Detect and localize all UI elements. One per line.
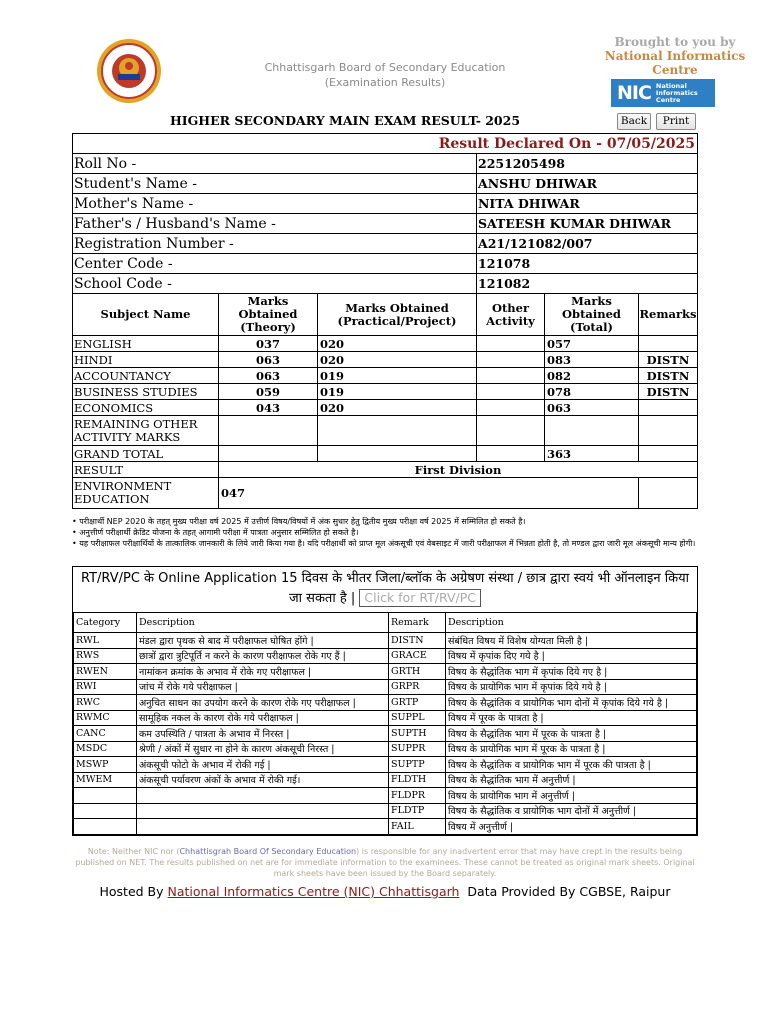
result-table: [72, 133, 698, 509]
remarks: DISTN: [639, 352, 698, 368]
practical-marks: 020: [318, 336, 477, 352]
code-row: [74, 664, 697, 680]
codes-table: [73, 612, 697, 835]
practical-marks: 019: [318, 368, 477, 384]
subject-row: [73, 384, 698, 400]
category-description: [137, 819, 389, 835]
empty-cell: [477, 446, 545, 462]
remark-code: SUPTH: [389, 726, 446, 742]
category-header: Category: [74, 613, 137, 633]
empty-cell: [639, 478, 698, 509]
category-description: [137, 803, 389, 819]
remark-code: FAIL: [389, 819, 446, 835]
student-name-value: ANSHU DHIWAR: [477, 174, 698, 194]
remark-description: विषय के सैद्धांतिक भाग में कृपांक दिये गए है |: [446, 664, 697, 680]
environment-row: [73, 478, 698, 509]
category-description: अनुचित साधन का उपयोग करने के कारण रोके गए परीक्षाफल |: [137, 695, 389, 711]
board-name-line: Chhattisgarh Board of Secondary Education: [264, 61, 506, 74]
subject-name: BUSINESS STUDIES: [73, 384, 219, 400]
marks-header-row: [73, 294, 698, 336]
remark-code: FLDPR: [389, 788, 446, 804]
category-code: [74, 788, 137, 804]
category-description: नामांकन क्रमांक के अभाव में रोके गए परीक्षाफल |: [137, 664, 389, 680]
empty-cell: [639, 416, 698, 446]
remark-description: संबंधित विषय में विशेष योग्यता मिली है |: [446, 633, 697, 649]
subject-row: [73, 352, 698, 368]
code-row: [74, 648, 697, 664]
remark-desc-header: Description: [446, 613, 697, 633]
rt-notice-text: RT/RV/PC के Online Application 15 दिवस के भीतर जिला/ब्लॉक के अग्रेषण संस्था / छात्र द्वारा स्वयं भी ऑनलाइन किया जा सकता है |: [80, 571, 689, 606]
remaining-activity-label: REMAINING OTHER ACTIVITY MARKS: [73, 416, 219, 446]
subject-name: ECONOMICS: [73, 400, 219, 416]
category-code: RWI: [74, 679, 137, 695]
category-description: अंकसूची पर्यावरण अंकों के अभाव में रोकी गई।: [137, 772, 389, 788]
practical-marks: 020: [318, 352, 477, 368]
empty-cell: [639, 446, 698, 462]
remark-code: GRTH: [389, 664, 446, 680]
back-button[interactable]: Back: [617, 113, 651, 130]
cgbse-logo: [96, 38, 162, 104]
board-name: [240, 60, 530, 90]
code-row: [74, 726, 697, 742]
result-label: RESULT: [73, 462, 219, 478]
other-marks: [477, 352, 545, 368]
category-description: अंकसूची फोटो के अभाव में रोकी गई |: [137, 757, 389, 773]
category-description: कम उपस्थिति / पात्रता के अभाव में निरस्त |: [137, 726, 389, 742]
result-notes: [72, 516, 698, 549]
father-name-value: SATEESH KUMAR DHIWAR: [477, 214, 698, 234]
remark-code: FLDTP: [389, 803, 446, 819]
nic-logo-word3: Centre: [655, 95, 681, 104]
category-code: [74, 819, 137, 835]
disclaimer-note: [70, 846, 700, 879]
disclaimer-board: Chhattisgrah Board Of Secondary Education: [179, 847, 357, 856]
category-description: श्रेणी / अंकों में सुधार ना होने के कारण अंकसूची निरस्त |: [137, 741, 389, 757]
remark-code: GRACE: [389, 648, 446, 664]
student-name-label: Student's Name -: [73, 174, 477, 194]
note-item: • अनुत्तीर्ण परीक्षार्थी क्रेडिट योजना के तहत् आगामी परीक्षा में पात्रता अनुसार सम्मिलित हो सकते है।: [72, 528, 359, 537]
remark-code: SUPPL: [389, 710, 446, 726]
other-marks: [477, 384, 545, 400]
remark-description: विषय में कृपांक दिए गये है |: [446, 648, 697, 664]
remarks: [639, 336, 698, 352]
remark-description: विषय के सैद्धांतिक भाग में अनुत्तीर्ण |: [446, 772, 697, 788]
roll-no-label: Roll No -: [73, 154, 477, 174]
remark-code: DISTN: [389, 633, 446, 649]
category-code: RWC: [74, 695, 137, 711]
print-button[interactable]: Print: [656, 113, 696, 130]
empty-cell: [477, 416, 545, 446]
theory-marks: 063: [219, 368, 318, 384]
theory-marks: 059: [219, 384, 318, 400]
nic-name-line2: Centre: [652, 63, 698, 77]
grand-total-label: GRAND TOTAL: [73, 446, 219, 462]
grand-total-row: [73, 446, 698, 462]
category-description: [137, 788, 389, 804]
code-row: [74, 741, 697, 757]
empty-cell: [545, 416, 639, 446]
empty-cell: [318, 446, 477, 462]
category-code: RWMC: [74, 710, 137, 726]
code-row: [74, 757, 697, 773]
mother-name-value: NITA DHIWAR: [477, 194, 698, 214]
nic-logo-mark: NIC: [617, 82, 651, 104]
total-marks: 057: [545, 336, 639, 352]
note-item: • यह परीक्षाफल परीक्षार्थियों के तात्कालिक जानकारी के लिये जारी किया गया है। यदि परीक्षार्थी को प्राप्त मूल अंकसूची एवं वेबसाइट में जारी परीक्षाफल में भिन्नता होती है, तो मण्डल द्वारा जारी मूल अंकसूची मान्य होगी।: [72, 539, 696, 548]
nic-logo-word2: Informatics: [655, 88, 698, 97]
code-row: [74, 819, 697, 835]
total-marks: 063: [545, 400, 639, 416]
remarks: DISTN: [639, 384, 698, 400]
exam-title: HIGHER SECONDARY MAIN EXAM RESULT- 2025: [169, 113, 521, 128]
code-row: [74, 710, 697, 726]
category-description: सामूहिक नकल के कारण रोके गये परीक्षाफल |: [137, 710, 389, 726]
col-other: Other Activity: [477, 294, 545, 336]
remaining-activity-row: [73, 416, 698, 446]
total-marks: 078: [545, 384, 639, 400]
remark-description: विषय के प्रायोगिक भाग में कृपांक दिये गये है |: [446, 679, 697, 695]
other-marks: [477, 400, 545, 416]
remark-code: SUPTP: [389, 757, 446, 773]
hosted-by: [72, 884, 698, 899]
remark-description: विषय के प्रायोगिक भाग में अनुत्तीर्ण |: [446, 788, 697, 804]
theory-marks: 037: [219, 336, 318, 352]
rt-rv-pc-notice: [73, 567, 697, 612]
subject-name: HINDI: [73, 352, 219, 368]
other-marks: [477, 368, 545, 384]
code-row: [74, 788, 697, 804]
code-row: [74, 803, 697, 819]
nic-logo-word1: National: [655, 81, 687, 90]
total-marks: 083: [545, 352, 639, 368]
remark-description: विषय में अनुत्तीर्ण |: [446, 819, 697, 835]
board-subtitle: (Examination Results): [324, 76, 446, 89]
col-subject: Subject Name: [73, 294, 219, 336]
total-marks: 082: [545, 368, 639, 384]
registration-label: Registration Number -: [73, 234, 477, 254]
roll-no-value: 2251205498: [477, 154, 698, 174]
subject-name: ENGLISH: [73, 336, 219, 352]
other-marks: [477, 336, 545, 352]
practical-marks: 019: [318, 384, 477, 400]
disclaimer-post: ) is responsible for any inadvertent error that may have crept in the results being published on NET. The results published on net are for immediate information to the examinees. These cannot be treated as original mark sheets. Original mark sheets have been issued by the Board separately.: [75, 847, 695, 878]
remark-code: GRTP: [389, 695, 446, 711]
remarks: DISTN: [639, 368, 698, 384]
col-theory: Marks Obtained (Theory): [219, 294, 318, 336]
category-code: MWEM: [74, 772, 137, 788]
grand-total-value: 363: [545, 446, 639, 462]
registration-value: A21/121082/007: [477, 234, 698, 254]
remark-description: विषय में पूरक के पात्रता है |: [446, 710, 697, 726]
codes-body: [74, 633, 697, 835]
col-total: Marks Obtained (Total): [545, 294, 639, 336]
empty-cell: [219, 416, 318, 446]
category-code: CANC: [74, 726, 137, 742]
theory-marks: 043: [219, 400, 318, 416]
remark-description: विषय के सैद्धांतिक व प्रायोगिक भाग दोनों में अनुत्तीर्ण |: [446, 803, 697, 819]
code-row: [74, 633, 697, 649]
brought-by: [590, 35, 760, 77]
remark-code: FLDTH: [389, 772, 446, 788]
empty-cell: [219, 446, 318, 462]
empty-cell: [318, 416, 477, 446]
school-code-value: 121082: [477, 274, 698, 294]
remark-code: SUPPR: [389, 741, 446, 757]
remark-description: विषय के सैद्धांतिक भाग में पूरक के पात्रता है |: [446, 726, 697, 742]
category-description: छात्रों द्वारा त्रुटिपूर्ति न करने के कारण परीक्षाफल रोके गए हैं |: [137, 648, 389, 664]
code-row: [74, 695, 697, 711]
nic-logo: [611, 79, 715, 107]
subject-row: [73, 400, 698, 416]
rt-rv-pc-link[interactable]: Click for RT/RV/PC: [359, 589, 481, 607]
remark-header: Remark: [389, 613, 446, 633]
subject-row: [73, 368, 698, 384]
codes-header-row: [74, 613, 697, 633]
practical-marks: 020: [318, 400, 477, 416]
remark-description: विषय के सैद्धांतिक व प्रायोगिक भाग दोनों में कृपांक दिये गये है |: [446, 695, 697, 711]
remarks: [639, 400, 698, 416]
category-description: जांच में रोके गये परीक्षाफल |: [137, 679, 389, 695]
remark-description: विषय के सैद्धांतिक व प्रायोगिक भाग में पूरक की पात्रता है |: [446, 757, 697, 773]
school-code-label: School Code -: [73, 274, 477, 294]
category-desc-header: Description: [137, 613, 389, 633]
environment-value: 047: [219, 478, 639, 509]
col-remarks: Remarks: [639, 294, 698, 336]
subject-name: ACCOUNTANCY: [73, 368, 219, 384]
category-code: MSDC: [74, 741, 137, 757]
category-description: मंडल द्वारा पृथक से बाद में परीक्षाफल घोषित होंगे |: [137, 633, 389, 649]
remark-code: GRPR: [389, 679, 446, 695]
category-code: RWL: [74, 633, 137, 649]
result-declared: Result Declared On - 07/05/2025: [73, 134, 698, 154]
remark-description: विषय के प्रायोगिक भाग में पूरक के पात्रता है |: [446, 741, 697, 757]
father-name-label: Father's / Husband's Name -: [73, 214, 477, 234]
col-practical: Marks Obtained (Practical/Project): [318, 294, 477, 336]
hosted-pre: Hosted By: [99, 884, 168, 899]
nic-logo-text: [656, 83, 698, 104]
center-code-label: Center Code -: [73, 254, 477, 274]
nic-chhattisgarh-link[interactable]: National Informatics Centre (NIC) Chhattisgarh: [167, 884, 460, 899]
note-item: • परीक्षार्थी NEP 2020 के तहत् मुख्य परीक्षा वर्ष 2025 में उत्तीर्ण विषय/विषयों में अंक सुधार हेतु द्वितीय मुख्य परीक्षा वर्ष 2025 में सम्मिलित हो सकते है।: [72, 517, 526, 526]
brought-by-line: Brought to you by: [614, 35, 736, 49]
rt-rv-pc-box: [72, 566, 698, 836]
mother-name-label: Mother's Name -: [73, 194, 477, 214]
subject-row: [73, 336, 698, 352]
category-code: MSWP: [74, 757, 137, 773]
code-row: [74, 772, 697, 788]
environment-label: ENVIRONMENT EDUCATION: [73, 478, 219, 509]
result-value: First Division: [219, 462, 698, 478]
category-code: RWEN: [74, 664, 137, 680]
category-code: [74, 803, 137, 819]
code-row: [74, 679, 697, 695]
theory-marks: 063: [219, 352, 318, 368]
nic-name-line1: National Informatics: [604, 49, 746, 63]
category-code: RWS: [74, 648, 137, 664]
hosted-post: Data Provided By CGBSE, Raipur: [467, 884, 671, 899]
disclaimer-pre: Note: Neither NIC nor (: [87, 847, 180, 856]
result-row: [73, 462, 698, 478]
center-code-value: 121078: [477, 254, 698, 274]
